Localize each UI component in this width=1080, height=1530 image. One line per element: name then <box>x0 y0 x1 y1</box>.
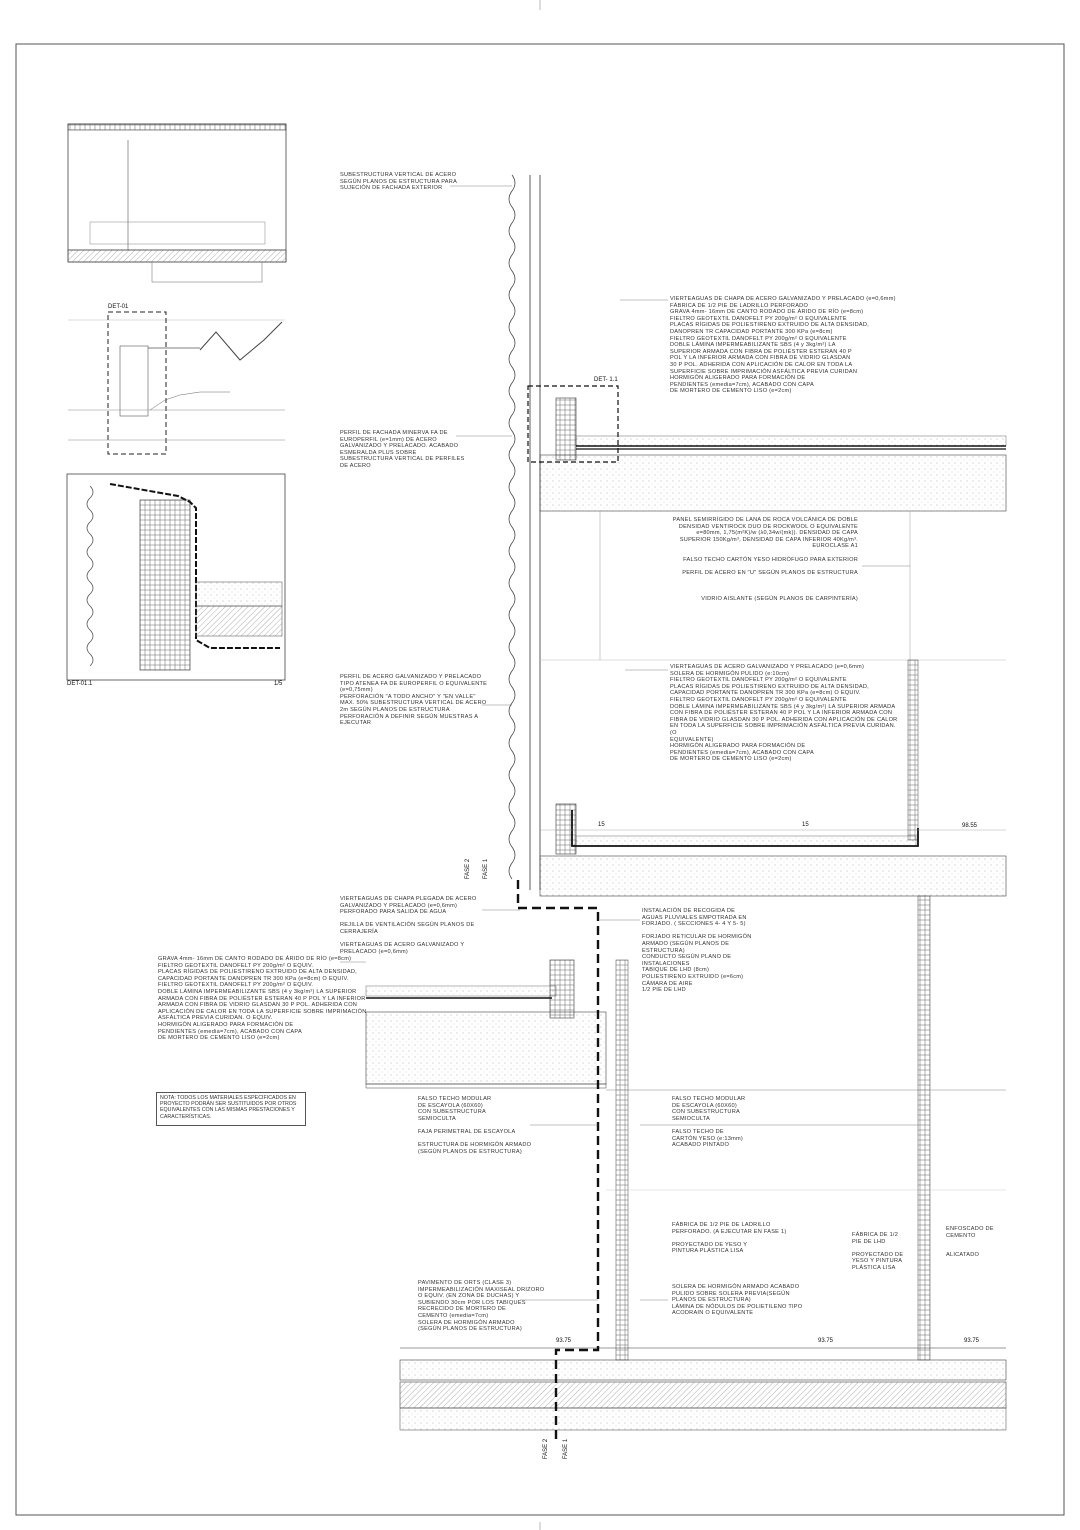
note-facade-profile: PERFIL DE FACHADA MINERVA FA DE EUROPERFIL (e=1mm) DE ACERO GALVANIZADO Y PRELACADO. ACABADO ESMERALDA PLUS SOBRE SUBESTRUCTURA VERTICAL DE PERFILES DE ACERO <box>340 430 465 469</box>
level-marker-mid: 93.75 <box>818 1338 834 1344</box>
notes-upper-roof: VIERTEAGUAS DE CHAPA DE ACERO GALVANIZADO Y PRELACADO (e=0,6mm) FÁBRICA DE 1/2 PIE DE LADRILLO PERFORADO GRAVA 4mm- 16mm DE CANTO RODADO DE ÁRIDO DE RÍO (e=8cm) FIELTRO GEOTEXTIL DANOFELT PY 200g/m² O EQUIVALENTE PLACAS RÍGIDAS DE POLIESTIRENO EXTRUIDO DE ALTA DENSIDAD, DANOPREN TR CAPACIDAD PORTANTE 300 KPa (e=8cm) FIELTRO GEOTEXTIL DANOFELT PY 200g/m² O EQUIVALENTE DOBLE LÁMINA IMPERMEABILIZANTE SBS (4 y 3kg/m²) LA SUPERIOR ARMADA CON FIBRA DE POLIÉSTER ESTERAN 40 P POL Y LA INFERIOR ARMADA CON FIBRA DE VIDRIO GLASDAN 30 P POL. ADHERIDA CON APLICACIÓN DE CALOR EN TODA LA SUPERFICIE SOBRE IMPRIMACIÓN ASFÁLTICA PREVIA CURIDAN HORMIGÓN ALIGERADO PARA FORMACIÓN DE PENDIENTES (emedia=7cm), ACABADO CON CAPA DE MORTERO DE CEMENTO LISO (e=2cm) <box>670 296 896 395</box>
phase-1-label-bottom: FASE 1 <box>563 1438 570 1460</box>
notes-floor-left: PAVIMENTO DE ORTS (CLASE 3) IMPERMEABILIZACIÓN MAXISEAL DRIZORO O EQUIV. (EN ZONA DE DUCHAS) Y SUBIENDO 30cm POR LOS TABIQUES RECRECIDO DE MORTERO DE CEMENTO (emedia=7cm) SOLERA DE HORMIGÓN ARMADO (SEGÚN PLANOS DE ESTRUCTURA) <box>418 1280 545 1333</box>
notes-slab-installations: INSTALACIÓN DE RECOGIDA DE AGUAS PLUVIALES EMPOTRADA EN FORJADO. ( SECCIONES 4- 4 Y 5- 5) FORJADO RETICULAR DE HORMIGÓN ARMADO (SEGÚN PLANOS DE ESTRUCTURA) CONDUCTO SEGÚN PLANO DE INSTALACIONES TABIQUE DE LHD (8cm) POLIESTIRENO EXTRUIDO (e=6cm) CÁMARA DE AIRE 1/2 PIE DE LHD <box>642 908 752 994</box>
phase-1-label-top: FASE 1 <box>483 858 490 880</box>
level-marker-upper: 98.55 <box>962 823 978 829</box>
notes-wall-phase1: FÁBRICA DE 1/2 PIE DE LADRILLO PERFORADO. (A EJECUTAR EN FASE 1) PROYECTADO DE YESO Y PINTURA PLÁSTICA LISA <box>672 1222 787 1255</box>
level-marker-left: 93.75 <box>556 1338 572 1344</box>
ground-slab <box>400 1348 1006 1430</box>
general-note-box: NOTA: TODOS LOS MATERIALES ESPECIFICADOS EN PROYECTO PODRÁN SER SUSTITUIDOS POR OTROS EQUIVALENTES CON LAS MISMAS PRESTACIONES Y CARACTERÍSTICAS. <box>156 1092 306 1126</box>
notes-wall-tile: ENFOSCADO DE CEMENTO ALICATADO <box>946 1226 994 1259</box>
detail-tag-det-1-1: DET- 1.1 <box>594 377 618 383</box>
phase-2-label-bottom: FASE 2 <box>543 1438 550 1460</box>
notes-floor-right: SOLERA DE HORMIGÓN ARMADO ACABADO PULIDO SOBRE SOLERA PREVIA(SEGÚN PLANOS DE ESTRUCTURA) LÁMINA DE NÓDULOS DE POLIETILENO TIPO ACODRAIN O EQUIVALENTE <box>672 1284 803 1317</box>
key-plan-thumbnail <box>68 124 286 282</box>
notes-ceiling-left: FALSO TECHO MODULAR DE ESCAYOLA (60X60) CON SUBESTRUCTURA SEMIOCULTA FAJA PERIMETRAL DE ESCAYOLA ESTRUCTURA DE HORMIGÓN ARMADO (SEGÚN PLANOS DE ESTRUCTURA) <box>418 1096 532 1155</box>
note-substructure: SUBESTRUCTURA VERTICAL DE ACERO SEGÚN PLANOS DE ESTRUCTURA PARA SUJECIÓN DE FACHADA EXTERIOR <box>340 172 458 192</box>
notes-lower-terrace: GRAVA 4mm- 16mm DE CANTO RODADO DE ÁRIDO DE RÍO (e=8cm) FIELTRO GEOTEXTIL DANOFELT PY 200g/m² O EQUIV. PLACAS RÍGIDAS DE POLIESTIRENO EXTRUIDO DE ALTA DENSIDAD, CAPACIDAD PORTANTE DANOPREN TR 300 KPa (e=8cm) O EQUIV. FIELTRO GEOTEXTIL DANOFELT PY 200g/m² O EQUIV. DOBLE LÁMINA IMPERMEABILIZANTE SBS (4 y 3kg/m²) LA SUPERIOR ARMADA CON FIBRA DE POLIÉSTER ESTERAN 40 P POL Y LA INFERIOR ARMADA CON FIBRA DE VIDRIO GLASDAN 30 P POL. ADHERIDA CON APLICACIÓN DE CALOR EN TODA LA SUPERFICIE SOBRE IMPRIMACIÓN ASFÁLTICA PREVIA CURIDAN. O EQUIV. HORMIGÓN ALIGERADO PARA FORMACIÓN DE PENDIENTES (emedia=7cm), ACABADO CON CAPA DE MORTERO DE CEMENTO LISO (e=2cm) <box>158 956 367 1042</box>
notes-wall-lhd: FÁBRICA DE 1/2 PIE DE LHD PROYECTADO DE YESO Y PINTURA PLÁSTICA LISA <box>852 1232 904 1271</box>
notes-ceiling-right: FALSO TECHO MODULAR DE ESCAYOLA (60X60) CON SUBESTRUCTURA SEMIOCULTA FALSO TECHO DE CARTÓN YESO (e:13mm) ACABADO PINTADO <box>672 1096 746 1149</box>
level-marker-right: 93.75 <box>964 1338 980 1344</box>
lower-terrace <box>366 960 606 1088</box>
scale-label: 1/5 <box>274 681 283 687</box>
detail-tag-det-01-1: DET-01.1 <box>67 681 93 687</box>
facade-column <box>509 175 540 890</box>
phase-2-label-top: FASE 2 <box>465 858 472 880</box>
notes-window-zone: PANEL SEMIRRÍGIDO DE LANA DE ROCA VOLCÁNICA DE DOBLE DENSIDAD VENTIROCK DUO DE ROCKWOOL O EQUIVALENTE e=80mm, 1,75(m²K)/w (λ0,34w/(mk)). DENSIDAD DE CAPA SUPERIOR 150Kg/m³, DENSIDAD DE CAPA INFERIOR 40Kg/m³. EUROCLASE A1 FALSO TECHO CARTÓN YESO HIDRÓFUGO PARA EXTERIOR PERFIL DE ACERO EN "U" SEGÚN PLANOS DE ESTRUCTURA VIDRIO AISLANTE (SEGÚN PLANOS DE CARPINTERÍA) <box>672 517 858 603</box>
dimension-15-left: 15 <box>598 822 605 828</box>
upper-roof-slab <box>528 386 1006 511</box>
detail-thumbnail <box>67 474 285 680</box>
notes-lower-flashing: VIERTEAGUAS DE CHAPA PLEGADA DE ACERO GALVANIZADO Y PRELACADO (e=0,6mm) PERFORADO PARA SALIDA DE AGUA REJILLA DE VENTILACIÓN SEGÚN PLANOS DE CERRAJERÍA VIERTEAGUAS DE ACERO GALVANIZADO Y PRELACADO (e=0,6mm) <box>340 896 477 955</box>
section-thumbnail <box>68 312 285 454</box>
dimension-15-right: 15 <box>802 822 809 828</box>
notes-intermediate-terrace: VIERTEAGUAS DE ACERO GALVANIZADO Y PRELACADO (e=0,6mm) SOLERA DE HORMIGÓN PULIDO (e:10cm) FIELTRO GEOTEXTIL DANOFELT PY 200g/m² O EQUIVALENTE PLACAS RÍGIDAS DE POLIESTIRENO EXTRUIDO DE ALTA DENSIDAD, CAPACIDAD PORTANTE DANOPREN TR 300 KPa (e=8cm) O EQUIV. FIELTRO GEOTEXTIL DANOFELT PY 200g/m² O EQUIVALENTE DOBLE LÁMINA IMPERMEABILIZANTE SBS (4 y 3kg/m²) LA SUPERIOR ARMADA CON FIBRA DE POLIÉSTER ESTERAN 40 P POL Y LA INFERIOR ARMADA CON FIBRA DE VIDRIO GLASDAN 30 P POL. ADHERIDA CON APLICACIÓN DE CALOR EN TODA LA SUPERFICIE SOBRE IMPRIMACIÓN ASFÁLTICA PREVIA CURIDAN. (O EQUIVALENTE) HORMIGÓN ALIGERADO PARA FORMACIÓN DE PENDIENTES (emedia=7cm), ACABADO CON CAPA DE MORTERO DE CEMENTO LISO (e=2cm) <box>670 664 898 763</box>
note-perforated-profile: PERFIL DE ACERO GALVANIZADO Y PRELACADO TIPO ATENEA FA DE EUROPERFIL O EQUIVALENTE (e=0,75mm) PERFORACIÓN "A TODO ANCHO" Y "EN VALLE" MAX. 50% SUBESTRUCTURA VERTICAL DE ACERO 2m SEGÚN PLANOS DE ESTRUCTURA PERFORACIÓN A DEFINIR SEGÚN MUESTRAS A EJECUTAR <box>340 674 488 727</box>
detail-tag-det-01: DET-01 <box>108 304 129 310</box>
